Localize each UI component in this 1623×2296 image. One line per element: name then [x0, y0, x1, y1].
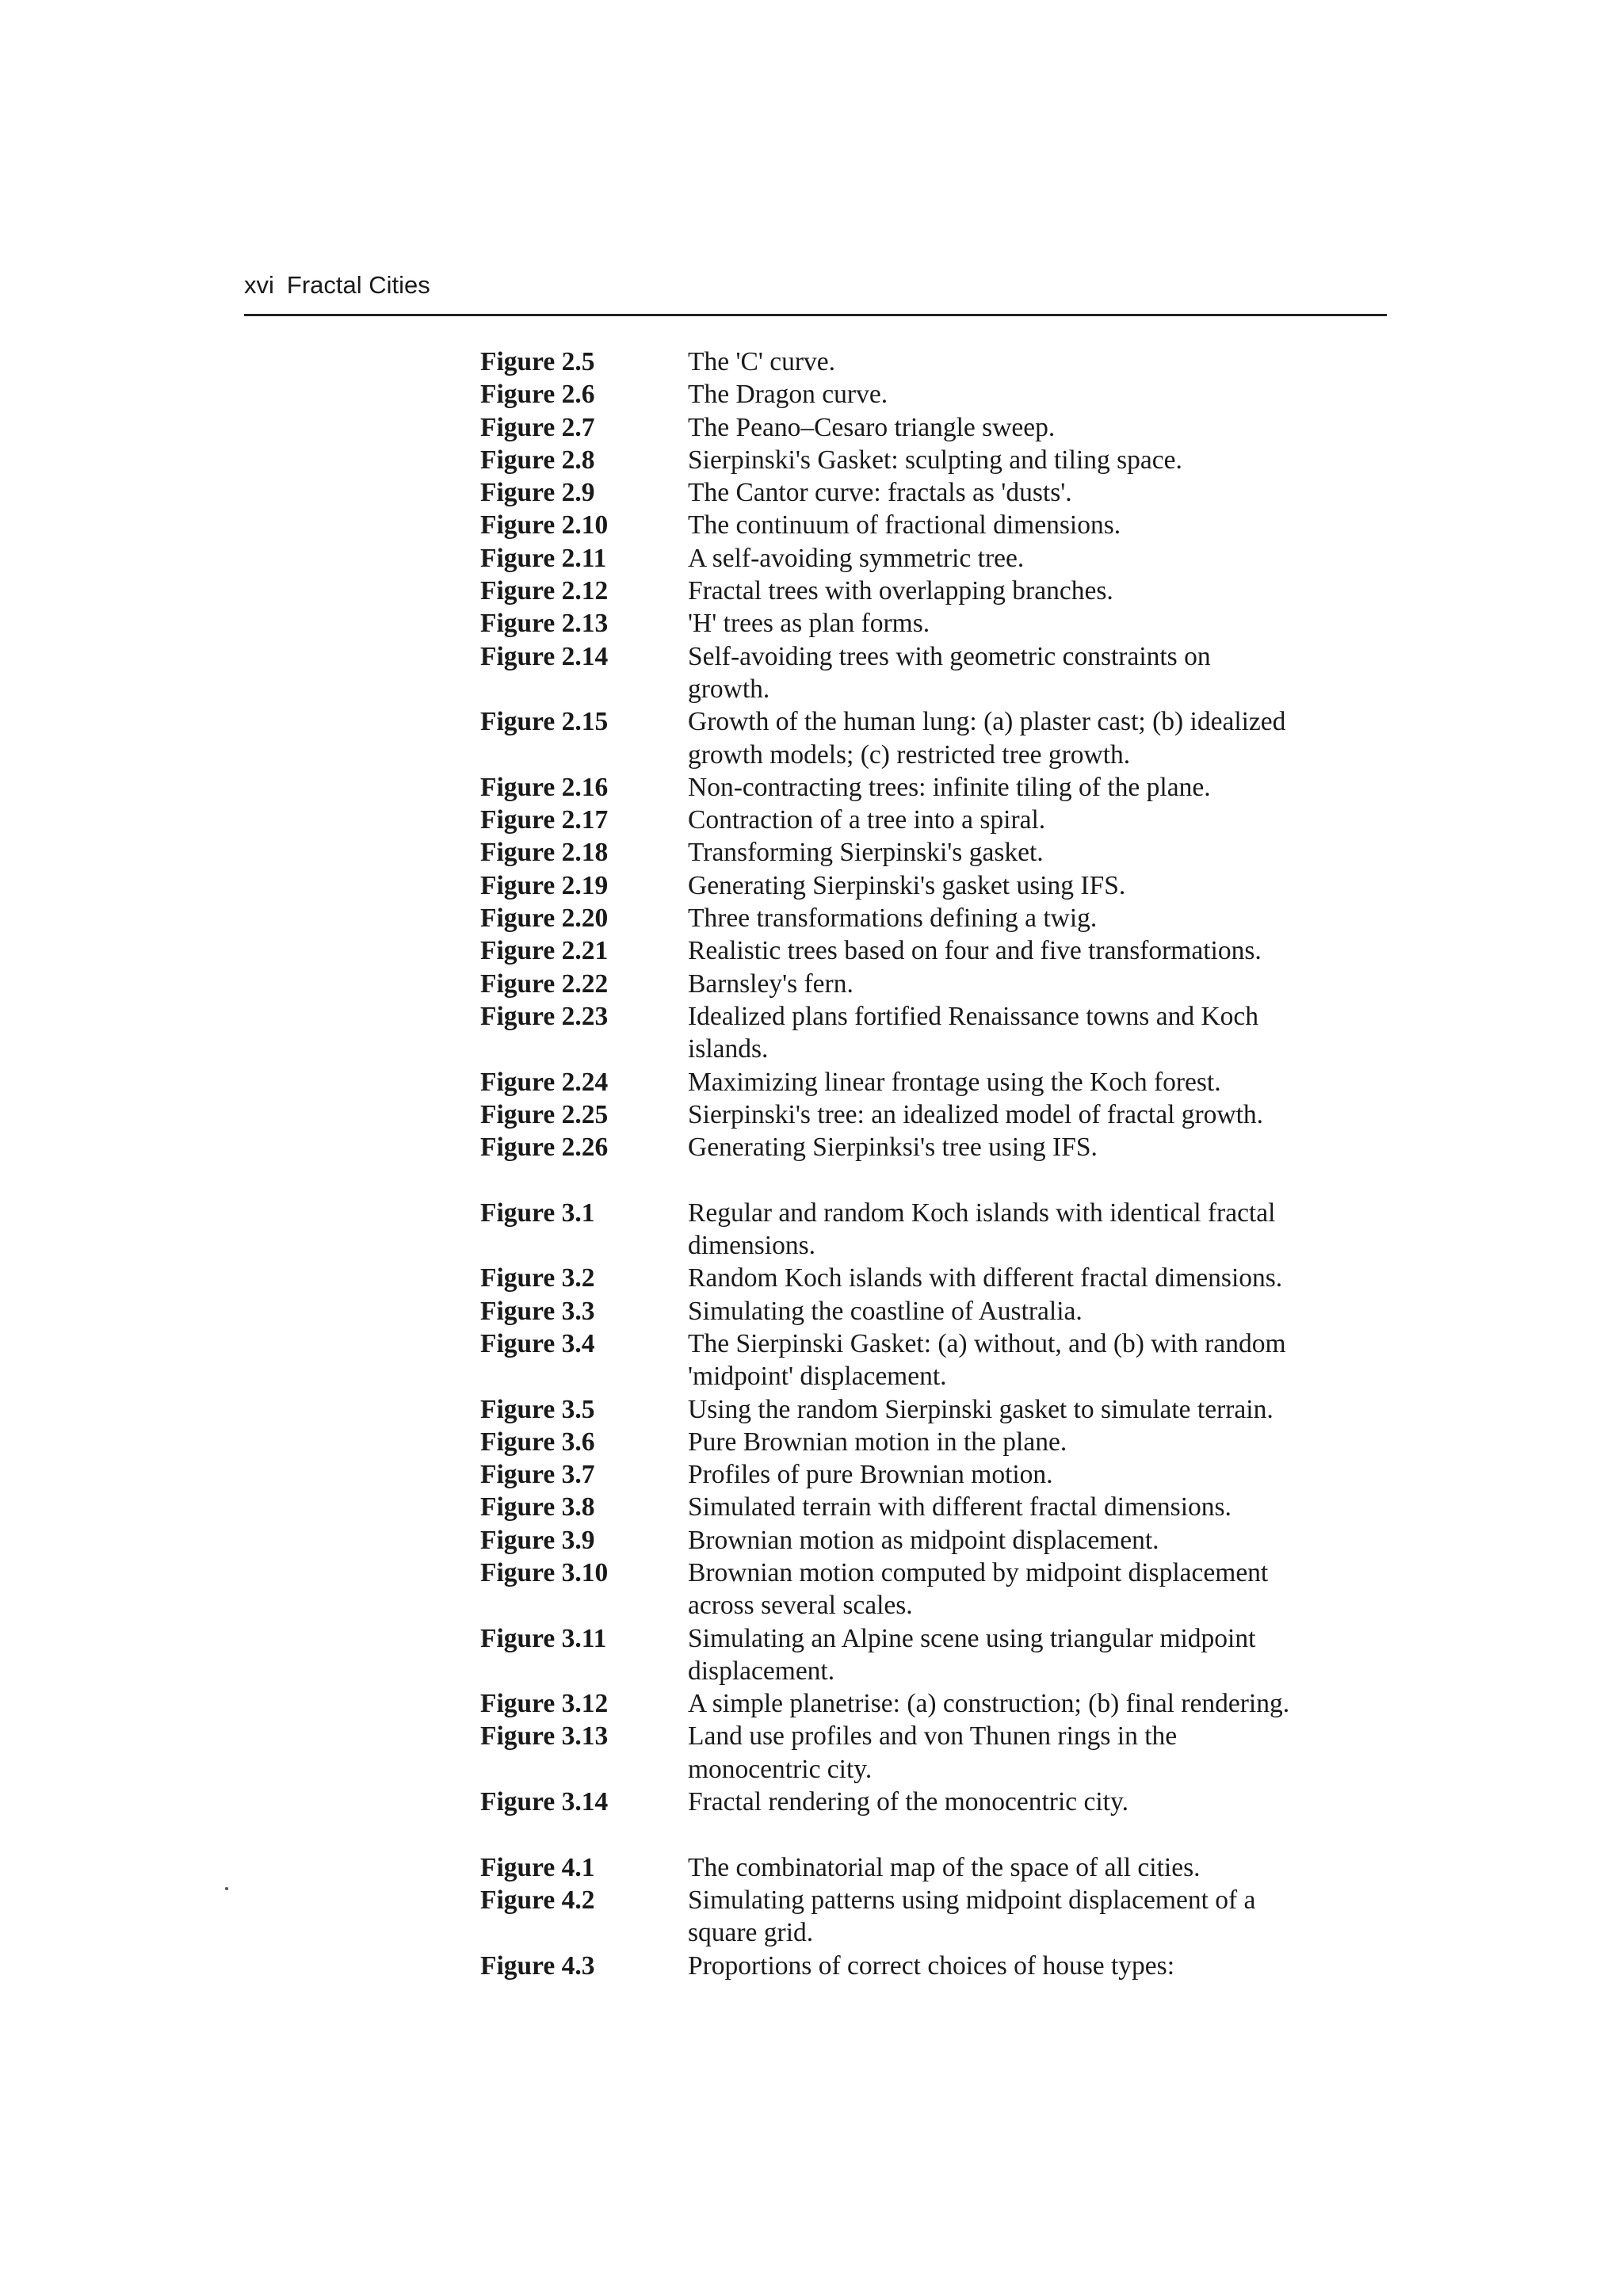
- figure-caption: The 'C' curve.: [688, 347, 836, 376]
- figure-caption: Using the random Sierpinski gasket to simulate terrain.: [688, 1394, 1274, 1424]
- figure-entry: [480, 542, 1400, 575]
- figure-caption: Barnsley's fern.: [688, 968, 854, 999]
- figure-entry: [480, 934, 1400, 967]
- figure-entry: [480, 771, 1400, 804]
- figure-entry: [480, 1687, 1400, 1720]
- figure-entry: [480, 1066, 1400, 1098]
- figure-entry: [480, 1262, 1400, 1294]
- figure-number: Figure 2.13: [480, 609, 609, 639]
- figure-entry: [480, 378, 1400, 411]
- figure-number: Figure 2.22: [480, 968, 609, 999]
- figure-entry: [480, 411, 1400, 444]
- list-of-figures: [480, 346, 1400, 1982]
- figure-entry: [480, 476, 1400, 509]
- figure-number: Figure 2.8: [480, 445, 595, 475]
- figure-number: Figure 2.19: [480, 870, 609, 900]
- figure-number: Figure 2.9: [480, 478, 595, 508]
- figure-number: Figure 3.1: [480, 1198, 595, 1228]
- figure-entry: [480, 1458, 1400, 1491]
- figure-number: Figure 2.24: [480, 1067, 609, 1097]
- figure-caption: Three transformations defining a twig.: [688, 904, 1098, 934]
- figure-caption: A simple planetrise: (a) construction; (b) final rendering.: [688, 1689, 1290, 1719]
- figure-caption: Brownian motion computed by midpoint displacement across several scales.: [688, 1557, 1269, 1621]
- figure-number: Figure 3.11: [480, 1623, 607, 1653]
- figure-entry: [480, 1950, 1400, 1982]
- figure-number: Figure 2.12: [480, 576, 609, 606]
- figure-caption: Non-contracting trees: infinite tiling of the plane.: [688, 772, 1211, 802]
- figure-caption: Random Koch islands with different fractal dimensions.: [688, 1263, 1283, 1293]
- figure-number: Figure 2.21: [480, 936, 609, 966]
- figure-caption: Proportions of correct choices of house types:: [688, 1950, 1175, 1981]
- figure-entry: [480, 1524, 1400, 1557]
- figure-number: Figure 2.16: [480, 772, 609, 802]
- figure-number: Figure 4.2: [480, 1885, 595, 1915]
- figure-entry: [480, 1328, 1400, 1393]
- figure-caption: The continuum of fractional dimensions.: [688, 510, 1121, 541]
- figure-number: Figure 2.11: [480, 543, 607, 573]
- figure-number: Figure 2.26: [480, 1133, 609, 1163]
- figure-entry: [480, 607, 1400, 640]
- scan-speck: [225, 1887, 228, 1890]
- figure-caption: A self-avoiding symmetric tree.: [688, 543, 1025, 573]
- figure-number: Figure 2.6: [480, 380, 595, 410]
- figure-caption: Simulated terrain with different fractal dimensions.: [688, 1492, 1232, 1522]
- figure-number: Figure 3.10: [480, 1557, 609, 1587]
- figure-caption: The Cantor curve: fractals as 'dusts'.: [688, 478, 1072, 508]
- figure-caption: Brownian motion as midpoint displacement.: [688, 1525, 1159, 1555]
- figure-caption: Simulating the coastline of Australia.: [688, 1296, 1083, 1326]
- figure-entry: [480, 1720, 1400, 1786]
- figure-entry: [480, 1426, 1400, 1458]
- figure-number: Figure 2.7: [480, 412, 595, 442]
- figure-number: Figure 3.6: [480, 1427, 595, 1457]
- figure-caption: Simulating an Alpine scene using triangular midpoint displacement.: [688, 1623, 1256, 1686]
- figure-number: Figure 2.17: [480, 805, 609, 835]
- figure-entry: [480, 509, 1400, 541]
- figure-number: Figure 3.8: [480, 1492, 595, 1522]
- running-header: [244, 266, 1387, 316]
- figure-caption: Fractal rendering of the monocentric city.: [688, 1787, 1128, 1817]
- figure-caption: The Sierpinski Gasket: (a) without, and (b) with random 'midpoint' displacement.: [688, 1328, 1286, 1392]
- figure-number: Figure 3.12: [480, 1689, 609, 1719]
- figure-caption: Self-avoiding trees with geometric constraints on growth.: [688, 641, 1211, 704]
- figure-caption: Sierpinski's tree: an idealized model of fractal growth.: [688, 1099, 1264, 1129]
- figure-caption: Regular and random Koch islands with identical fractal dimensions.: [688, 1198, 1276, 1261]
- book-title: Fractal Cities: [286, 271, 430, 299]
- figure-number: Figure 4.3: [480, 1950, 595, 1981]
- figure-entry: [480, 1786, 1400, 1818]
- figure-entry: [480, 1393, 1400, 1426]
- figure-caption: Growth of the human lung: (a) plaster cast; (b) idealized growth models; (c) restricted tree growth.: [688, 707, 1286, 770]
- figure-entry: [480, 804, 1400, 836]
- figure-caption: The Dragon curve.: [688, 380, 888, 410]
- figure-caption: Pure Brownian motion in the plane.: [688, 1427, 1067, 1457]
- figure-entry: [480, 1098, 1400, 1131]
- figure-number: Figure 2.18: [480, 838, 609, 868]
- figure-entry: [480, 1131, 1400, 1163]
- figure-number: Figure 3.5: [480, 1394, 595, 1424]
- figure-entry: [480, 1000, 1400, 1066]
- figure-caption: Transforming Sierpinski's gasket.: [688, 838, 1044, 868]
- figure-number: Figure 2.15: [480, 707, 609, 737]
- figure-number: Figure 2.10: [480, 510, 609, 541]
- figure-number: Figure 3.3: [480, 1296, 595, 1326]
- figure-number: Figure 2.23: [480, 1001, 609, 1031]
- figure-caption: Generating Sierpinski's gasket using IFS.: [688, 870, 1126, 900]
- figure-entry: [480, 869, 1400, 902]
- figure-caption: Realistic trees based on four and five transformations.: [688, 936, 1262, 966]
- figure-number: Figure 3.7: [480, 1460, 595, 1490]
- figure-entry: [480, 902, 1400, 934]
- figure-number: Figure 2.20: [480, 904, 609, 934]
- figure-caption: The Peano–Cesaro triangle sweep.: [688, 412, 1056, 442]
- figure-number: Figure 3.4: [480, 1328, 595, 1358]
- figure-entry: [480, 968, 1400, 1000]
- figure-caption: Maximizing linear frontage using the Koch forest.: [688, 1067, 1221, 1097]
- figure-number: Figure 2.25: [480, 1099, 609, 1129]
- figure-number: Figure 3.13: [480, 1721, 609, 1752]
- figure-entry: [480, 1557, 1400, 1622]
- figure-entry: [480, 1295, 1400, 1328]
- figure-caption: Contraction of a tree into a spiral.: [688, 805, 1046, 835]
- figure-number: Figure 4.1: [480, 1852, 595, 1882]
- figure-number: Figure 3.9: [480, 1525, 595, 1555]
- figure-caption: Fractal trees with overlapping branches.: [688, 576, 1113, 606]
- figure-number: Figure 3.2: [480, 1263, 595, 1293]
- figure-entry: [480, 836, 1400, 869]
- figure-entry: [480, 575, 1400, 607]
- figure-caption: Sierpinski's Gasket: sculpting and tiling space.: [688, 445, 1182, 475]
- figure-caption: Idealized plans fortified Renaissance towns and Koch islands.: [688, 1001, 1259, 1064]
- figure-caption: Simulating patterns using midpoint displacement of a square grid.: [688, 1885, 1256, 1948]
- figure-caption: The combinatorial map of the space of all cities.: [688, 1852, 1201, 1882]
- figure-entry: [480, 640, 1400, 706]
- figure-entry: [480, 1197, 1400, 1263]
- figure-number: Figure 3.14: [480, 1787, 609, 1817]
- figure-number: Figure 2.14: [480, 641, 609, 671]
- figure-entry: [480, 346, 1400, 378]
- figure-caption: Profiles of pure Brownian motion.: [688, 1460, 1053, 1490]
- figure-entry: [480, 1491, 1400, 1523]
- figure-entry: [480, 1851, 1400, 1884]
- figure-number: Figure 2.5: [480, 347, 595, 376]
- figure-caption: 'H' trees as plan forms.: [688, 609, 930, 639]
- figure-caption: Generating Sierpinksi's tree using IFS.: [688, 1133, 1098, 1163]
- figure-entry: [480, 705, 1400, 771]
- figure-entry: [480, 1884, 1400, 1950]
- figure-caption: Land use profiles and von Thunen rings in the monocentric city.: [688, 1721, 1178, 1784]
- figure-entry: [480, 444, 1400, 476]
- page-number: xvi: [244, 271, 274, 299]
- figure-entry: [480, 1622, 1400, 1688]
